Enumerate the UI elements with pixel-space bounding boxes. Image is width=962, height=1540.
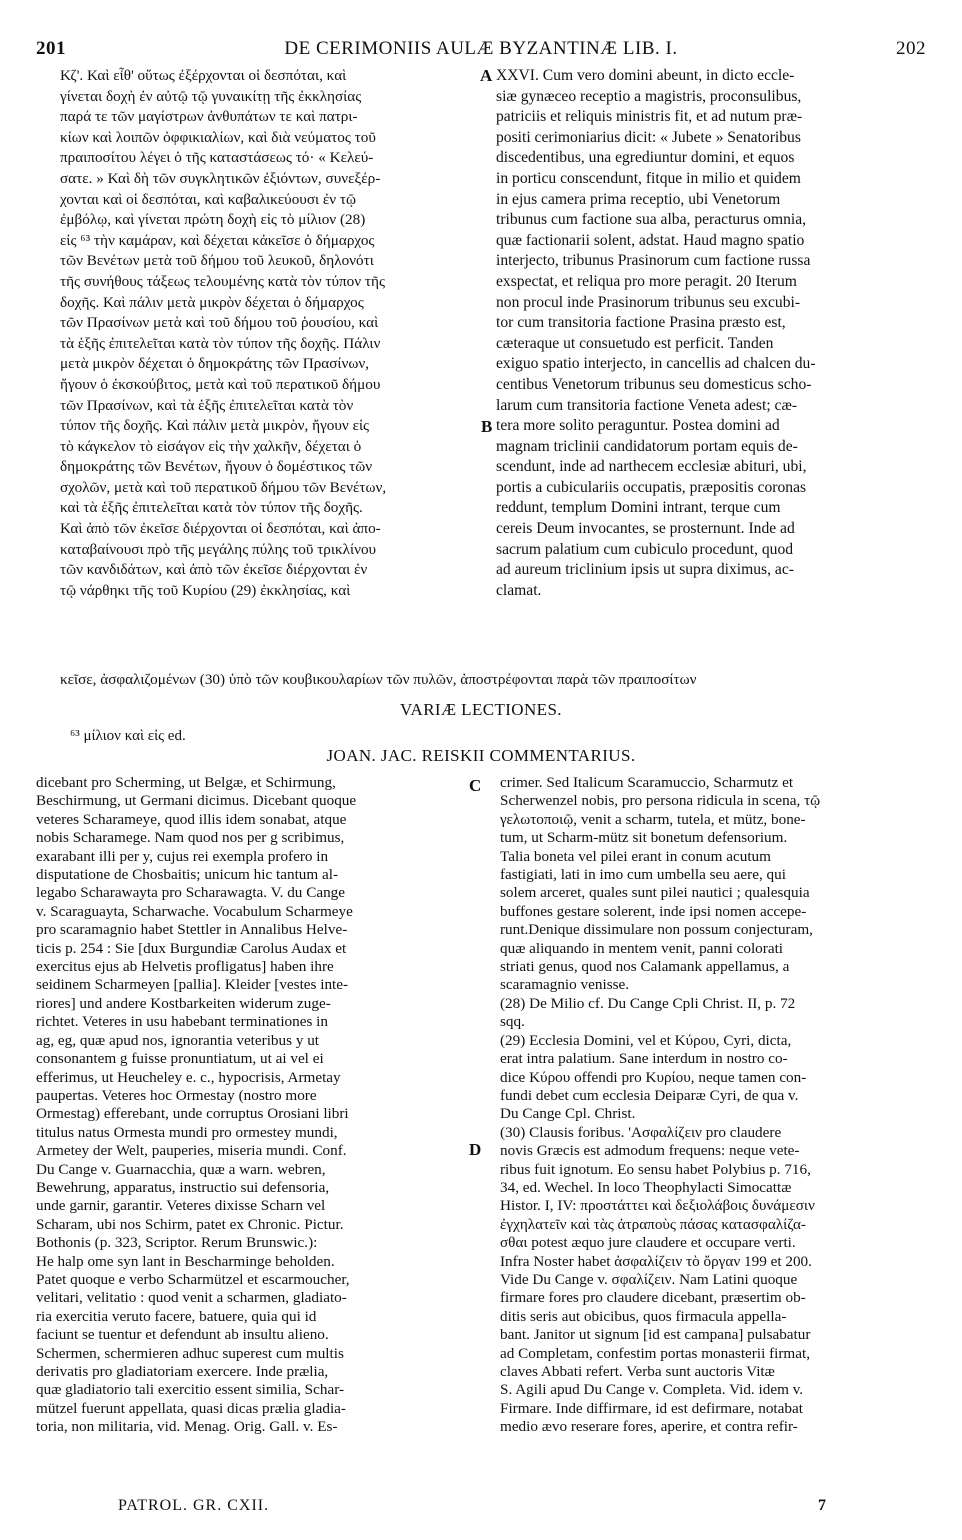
greek-text-line: Κζ'. Καὶ εἶθ' οὕτως ἐξέρχονται οἱ δεσπόται, καὶ [60,67,347,84]
commentary-line: (28) De Milio cf. Du Cange Cpli Christ. II, p. 72 [500,994,796,1012]
page-number-right: 202 [896,38,926,59]
greek-text-line: καταβαίνουσι πρὸ τῆς μεγάλης πύλης τοῦ τρικλίνου [60,540,377,558]
greek-continuation-line: κεῖσε, ἀσφαλιζομένων (30) ὑπὸ τῶν κουβικουλαρίων τῶν πυλῶν, ἀποστρέφονται παρὰ τῶν πραιποσίτων [60,671,697,688]
commentary-line: γελωτοποιῷ, venit a scharm, tutela, et mütz, bone- [500,810,806,828]
margin-marker-d: D [469,1140,482,1159]
commentary-line: fastigiati, lati in imo cum umbella seu aere, qui [500,866,786,884]
greek-text-line: δημοκράτης τῶν Βενέτων, ἤγουν ὁ δομέστικος τῶν [60,458,373,476]
commentary-line: Du Cange v. Guarnacchia, quæ a warn. webren, [36,1160,326,1178]
commentary-line: dicebant pro Scherming, ut Belgæ, et Schirmung, [36,774,336,791]
page-number-left: 201 [36,38,66,59]
greek-text-line: τὸ κάγκελον τὸ εἰσάγον εἰς τὴν χαλκῆν, δέχεται ὁ [60,437,362,455]
commentary-line: runt.Denique dissimulare non possum conjecturam, [500,921,813,939]
commentary-line: dice Κύρου offendi pro Κυρίου, neque tamen con- [500,1068,807,1086]
commentary-line: ditis seris aut obicibus, quos firmacula appella- [500,1307,787,1325]
greek-text-line: παρά τε τῶν μαγίστρων ἀνθυπάτων τε καὶ πατρι- [60,108,358,126]
greek-text-line: σχολῶν, μετὰ καὶ τοῦ περατικοῦ δήμου τῶν Βενέτων, [60,478,387,496]
latin-text-line: larum cum transitoria factione Veneta adest; cæ- [496,396,798,414]
variant-footnote: ⁶³ μίλιον καὶ εἰς ed. [70,728,186,744]
latin-text-line: tera more solito peraguntur. Postea domini ad [496,417,780,435]
commentary-line: ἐγχηλατεῖν καὶ τὰς ἀτραποὺς πάσας κατασφαλίζα- [500,1215,806,1233]
commentary-line: ribus fuit ignotum. Eo sensu habet Polybius p. 716, [500,1160,811,1178]
latin-translation-column [496,66,926,601]
commentary-line: sqq. [500,1013,525,1031]
latin-text-line: tribunus cum factione sua alba, peracturus omnia, [496,211,807,229]
greek-text-line: μετὰ μικρὸν δέχεται ὁ δημοκράτης τῶν Πρασίνων, [60,355,370,373]
commentary-line: novis Græcis est admodum frequens: neque vete- [500,1142,800,1160]
commentary-line: ria exercitia veruto facere, batuere, quia qui id [36,1307,317,1325]
signature-mark: 7 [818,1497,826,1514]
commentary-line: velitari, velitatio : quod venit a scharmen, gladiato- [36,1289,347,1307]
latin-text-line: ad aureum triclinium ipsis ut supra diximus, ac- [496,561,794,579]
variae-lectiones-heading: VARIÆ LECTIONES. [400,700,562,719]
commentary-line: striati genus, quod nos Calamank appellamus, a [500,958,790,976]
greek-text-line: τῶν κανδιδάτων, καὶ ἀπὸ τῶν ἐκεῖσε διέρχονται ἐν [60,561,368,579]
commentary-line: (30) Clausis foribus. 'Ασφαλίζειν pro claudere [500,1123,782,1141]
greek-text-line: τῶν Πρασίνων μετὰ καὶ τοῦ δήμου τοῦ ῥουσίου, καὶ [60,314,379,332]
commentary-line: quæ aliquando in mentem venit, panni colorati [500,939,784,957]
commentary-line: He halp ome syn lant in Bescharminge beholden. [36,1252,335,1270]
commentary-line: Scharam, ubi nos Schirm, patet ex Chronic. Pictur. [36,1215,344,1233]
latin-text-line: interjecto, tribunus Prasinorum cum factione russa [496,252,811,270]
commentary-line: 34, ed. Wechel. In loco Theophylacti Simocattæ [500,1178,792,1196]
greek-text-line: πραιποσίτου λέγει ὁ τῆς καταστάσεως τό· « Κελεύ- [60,149,374,167]
latin-text-line: in porticu conscendunt, fitque in milio et quidem [496,169,801,187]
commentary-line: crimer. Sed Italicum Scaramuccio, Scharmutz et [500,774,794,791]
greek-text-line: γίνεται δοχὴ ἐν αὐτῷ τῷ γυναικίτῃ τῆς ἐκκλησίας [60,87,362,105]
commentary-line: medio ævo reserare fores, aperire, et contra refir- [500,1418,798,1436]
latin-text-line: magnam triclinii candidatorum portam equis de- [496,437,798,455]
latin-text-line: scendunt, inde ad narthecem ecclesiæ abituri, ubi, [496,458,807,476]
commentary-line: Bothonis (p. 323, Scriptor. Rerum Brunswic.): [36,1234,318,1252]
latin-text-line: centibus Venetorum tribunus seu domesticus scho- [496,375,812,393]
commentary-line: seidinem Scharmeyen [pallia]. Kleider [vestes inte- [36,976,349,994]
commentary-line: Ormestag) efferebant, unde corruptus Orosiani libri [36,1105,349,1123]
commentary-line: pro scaramagnio habet Stettler in Annalibus Helve- [36,921,348,939]
latin-text-line: patriciis et reliquis ministris fit, et ad nutum præ- [496,108,803,126]
commentary-line: efferimus, ut Heucheley e. c., hypocrisis, Armetay [36,1068,341,1086]
commentary-line: scaramagnio venisse. [500,976,630,994]
commentary-column-left [36,774,464,1437]
commentary-line: tum, ut Scharm-mütz sit bonetum defensorium. [500,829,788,847]
commentary-line: derivatis pro gladiatoriam exercere. Inde prælia, [36,1363,329,1380]
latin-text-line: discedentibus, una egrediuntur domini, et equos [496,149,795,167]
latin-text-line: sacrum palatium cum cubiculo procedunt, quod [496,540,794,558]
commentary-line: riores] und andere Kostbarkeiten widerum zuge- [36,994,331,1012]
commentary-line: Schermen, schermieren adhuc superest cum multis [36,1344,344,1362]
greek-text-line: χονται καὶ οἱ δεσπόται, καὶ καβαλικεύουσι ἐν τῷ [60,190,357,208]
commentary-line: disputatione de Chosbaitis; unicum hic tantum al- [36,866,339,884]
commentary-line: claves Abbati refert. Verba sunt auctoris Vitæ [500,1363,775,1380]
latin-text-line: reddunt, templum Domini intrant, terque cum [496,499,781,517]
commentary-line: σθαι potest æquo jure claudere et occupare verti. [500,1234,796,1252]
commentary-line: Vide Du Cange v. σφαλίζειν. Nam Latini quoque [500,1270,798,1288]
latin-text-line: positi cerimoniarius dicit: « Jubete » Senatoribus [496,128,801,146]
latin-text-line: cæteraque ut consuetudo est perficit. Tanden [496,334,774,352]
commentary-line: Beschirmung, ut Germani dicimus. Dicebant quoque [36,792,357,810]
commentary-line: Talia boneta vel pilei erant in conum acutum [500,847,771,865]
commentary-line: legabo Scharawayta pro Scharawagta. V. du Cange [36,884,345,902]
commentary-line: exarabant illi per y, cujus rei exempla profero in [36,847,329,865]
commentary-line: ag, eg, quæ apud nos, ignorantia veteribus y ut [36,1031,320,1049]
greek-text-line: τῷ νάρθηκι τῆς τοῦ Κυρίου (29) ἐκκλησίας, καὶ [60,581,351,599]
commentary-line: consonantem g fuisse pronuntiatum, ut ai vel ei [36,1050,324,1068]
commentary-line: solem arceret, quales sunt pilei nautici ; qualesquia [500,884,810,902]
commentary-line: erat intra palatium. Sane interdum in nostro co- [500,1050,788,1068]
commentary-line: Armetey der Welt, pauperies, miseria mundi. Conf. [36,1142,347,1160]
margin-marker-b: B [481,417,493,436]
page-header [36,38,926,60]
greek-text-line: δοχῆς. Καὶ πάλιν μετὰ μικρὸν δέχεται ὁ δήμαρχος [60,293,364,311]
commentary-line: Infra Noster habet ἀσφαλίζειν τὸ ὄργαν 199 et 200. [500,1252,812,1270]
latin-text-line: non procul inde Prasinorum tribunus seu excubi- [496,293,801,311]
margin-marker-a: A [480,66,493,85]
commentary-line: firmare fores pro claudere dicebant, præsertim ob- [500,1289,806,1307]
greek-text-line: σατε. » Καὶ δὴ τῶν συγκλητικῶν ἐξιόντων, συνεξέρ- [60,169,381,187]
commentary-line: mützel fuerunt appellata, quasi dicas prælia gladia- [36,1399,346,1417]
latin-text-line: in ejus camera prima receptio, ubi Venetorum [496,190,781,208]
commentary-line: v. Scaraguayta, Scharwache. Vocabulum Scharmeye [36,902,353,920]
greek-text-line: τῶν Πρασίνων, καὶ τὰ ἑξῆς ἐπιτελεῖται κατὰ τὸν [60,396,354,414]
greek-text-line: καὶ τὰ ἑξῆς ἐπιτελεῖται κατὰ τὸν τύπον τῆς δοχῆς. [60,499,363,517]
greek-text-column [60,66,480,601]
commentary-line: quæ gladiatorio tali exercitio essent similia, Schar- [36,1381,345,1399]
commentary-line: (29) Ecclesia Domini, vel et Κύρου, Cyri, dicta, [500,1031,792,1049]
latin-text-line: exspectat, et reliqua pro more peragit. 20 Iterum [496,272,797,290]
latin-text-line: portis a cubiculariis occupatis, præpositis coronas [496,478,807,496]
commentary-line: unde garnir, garantir. Veteres dixisse Scharn vel [36,1197,326,1215]
greek-text-line: εἰς ⁶³ τὴν καμάραν, καὶ δέχεται κἀκεῖσε ὁ δήμαρχος [60,231,375,249]
greek-text-line: τῶν Βενέτων μετὰ τοῦ δήμου τοῦ λευκοῦ, δηλονότι [60,252,374,270]
commentary-column-right [500,774,926,1437]
latin-text-line: XXVI. Cum vero domini abeunt, in dicto eccle- [496,67,795,84]
commentary-line: nobis Scharamege. Nam quod nos per g scribimus, [36,829,345,847]
greek-text-line: κίων καὶ λοιπῶν ὀφφικιαλίων, καὶ διὰ νεύματος τοῦ [60,128,376,146]
latin-text-line: clamat. [496,581,542,599]
commentary-line: richtet. Veteres in usu habebant terminationes in [36,1013,328,1031]
commentary-line: exercitus ejus ab Helvetis profligatus] haben ihre [36,958,334,976]
commentary-line: toria, non militaria, vid. Menag. Orig. Gall. v. Es- [36,1418,338,1436]
commentary-line: buffones gestare solerent, inde ipsi nomen accepe- [500,902,807,920]
latin-text-line: tor cum transitoria factione Prasina præsto est, [496,314,786,332]
commentary-line: Du Cange Cpl. Christ. [500,1105,636,1123]
commentary-line: fundi debet cum ecclesia Deiparæ Cyri, de qua v. [500,1086,799,1104]
latin-text-line: siæ gynæceo receptio a magistris, proconsulibus, [496,87,802,105]
commentary-line: veteres Scharameye, quod illis idem sonabat, atque [36,810,347,828]
commentary-line: S. Agili apud Du Cange v. Completa. Vid. idem v. [500,1381,804,1399]
running-title: DE CERIMONIIS AULÆ BYZANTINÆ LIB. I. [284,38,678,59]
commentary-heading: JOAN. JAC. REISKII COMMENTARIUS. [326,746,636,765]
greek-text-line: τῆς συνήθους τάξεως τελουμένης κατὰ τὸν τύπον τῆς [60,272,385,290]
patrologia-reference: PATROL. GR. CXII. [118,1497,270,1514]
commentary-line: titulus natus Ormesta mundi pro ormestey mundi, [36,1123,338,1141]
commentary-line: ticis p. 254 : Sie [dux Burgundiæ Carolus Audax et [36,939,347,957]
commentary-line: paupertas. Veteres hoc Ormestay (nostro more [36,1086,317,1104]
commentary-line: ad Completam, confestim portas monasterii firmat, [500,1344,811,1362]
commentary-line: Scherwenzel nobis, pro persona ridicula in scena, τῷ [500,792,821,810]
greek-text-line: τὰ ἑξῆς ἐπιτελεῖται κατὰ τὸν τύπον τῆς δοχῆς. Πάλιν [60,334,381,352]
commentary-line: Patet quoque e verbo Scharmützel et escarmoucher, [36,1270,350,1288]
greek-text-line: ἐμβόλῳ, καὶ γίνεται πρώτη δοχὴ εἰς τὸ μίλιον (28) [60,211,366,229]
greek-text-line: τύπον τῆς δοχῆς. Καὶ πάλιν μετὰ μικρὸν, ἤγουν εἰς [60,417,370,435]
commentary-line: faciunt se tuentur et defendunt ab insultu alieno. [36,1326,329,1344]
latin-text-line: quæ factionarii solent, adstat. Haud magno spatio [496,231,805,249]
latin-text-line: cereis Deum invocantes, se prosternunt. Inde ad [496,520,795,538]
greek-text-line: ἤγουν ὁ ἐκσκούβιτος, μετὰ καὶ τοῦ περατικοῦ δήμου [60,375,381,393]
latin-text-line: exiguo spatio interjecto, in cancellis ad chalcen du- [496,355,816,373]
greek-text-line: Καὶ ἀπὸ τῶν ἐκεῖσε διέρχονται οἱ δεσπόται, καὶ ἀπο- [60,520,381,538]
commentary-line: Histor. I, IV: προστάττει καὶ δεξιολάβοις δυνάμεσιν [500,1197,815,1215]
commentary-line: bant. Janitor ut signum [id est campana] pulsabatur [500,1326,811,1344]
commentary-line: Firmare. Inde diffirmare, id est defirmare, notabat [500,1399,803,1417]
commentary-line: Bewehrung, apparatus, instructio sui defensoria, [36,1178,330,1196]
margin-marker-c: C [469,776,482,795]
